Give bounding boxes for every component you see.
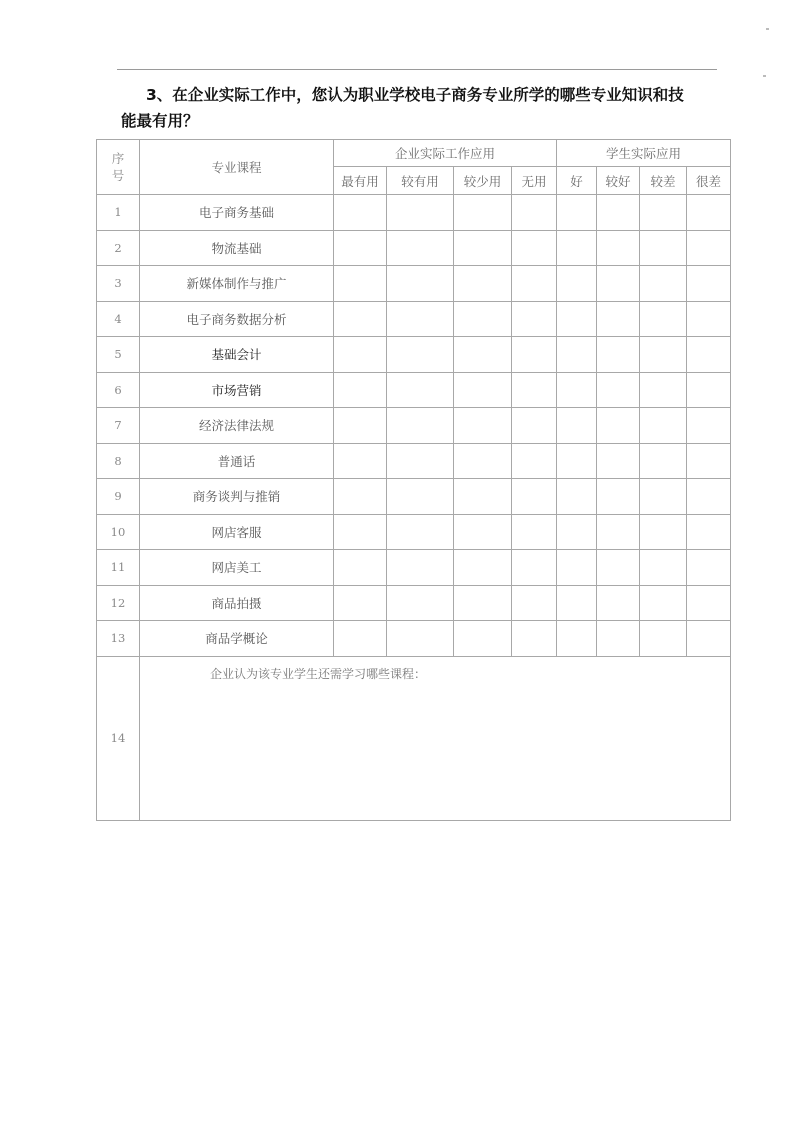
note-prompt: 企业认为该专业学生还需学习哪些课程： (210, 666, 427, 681)
student-rating-cell[interactable] (687, 443, 731, 479)
student-rating-cell[interactable] (687, 337, 731, 373)
student-level-header: 好 (557, 167, 597, 195)
table-row (97, 514, 731, 550)
note-row (97, 656, 731, 820)
enterprise-rating-cell[interactable] (454, 514, 512, 550)
course-name: 商品学概论 (140, 621, 334, 657)
table-row (97, 266, 731, 302)
row-number: 10 (97, 514, 140, 550)
student-rating-cell[interactable] (597, 514, 640, 550)
table-row (97, 585, 731, 621)
top-rule (117, 69, 717, 70)
enterprise-rating-cell[interactable] (512, 301, 557, 337)
course-header: 专业课程 (140, 140, 334, 195)
enterprise-rating-cell[interactable] (454, 550, 512, 586)
student-rating-cell[interactable] (687, 479, 731, 515)
enterprise-rating-cell[interactable] (387, 266, 454, 302)
question-line-2: 能最有用？ (121, 112, 199, 130)
enterprise-rating-cell[interactable] (387, 443, 454, 479)
course-name: 市场营销 (140, 372, 334, 408)
table-row (97, 408, 731, 444)
row-number: 7 (97, 408, 140, 444)
enterprise-rating-cell[interactable] (454, 443, 512, 479)
header-row-1 (97, 140, 731, 167)
student-rating-cell[interactable] (640, 585, 687, 621)
enterprise-rating-cell[interactable] (387, 514, 454, 550)
row-number: 8 (97, 443, 140, 479)
course-name: 网店客服 (140, 514, 334, 550)
enterprise-rating-cell[interactable] (512, 408, 557, 444)
group-enterprise-header: 企业实际工作应用 (334, 140, 557, 167)
enterprise-rating-cell[interactable] (387, 337, 454, 373)
question-line-1: 3、在企业实际工作中，您认为职业学校电子商务专业所学的哪些专业知识和技 (146, 86, 684, 104)
enterprise-rating-cell[interactable] (387, 550, 454, 586)
group-student-header: 学生实际应用 (557, 140, 731, 167)
student-rating-cell[interactable] (557, 337, 597, 373)
course-name: 基础会计 (140, 337, 334, 373)
row-number: 2 (97, 230, 140, 266)
enterprise-rating-cell[interactable] (334, 195, 387, 231)
enterprise-rating-cell[interactable] (454, 230, 512, 266)
student-rating-cell[interactable] (687, 372, 731, 408)
course-name: 电子商务基础 (140, 195, 334, 231)
student-rating-cell[interactable] (687, 550, 731, 586)
table-row (97, 372, 731, 408)
enterprise-rating-cell[interactable] (334, 585, 387, 621)
enterprise-rating-cell[interactable] (512, 266, 557, 302)
student-rating-cell[interactable] (597, 621, 640, 657)
course-name: 普通话 (140, 443, 334, 479)
enterprise-rating-cell[interactable] (334, 443, 387, 479)
row-number: 9 (97, 479, 140, 515)
student-rating-cell[interactable] (557, 195, 597, 231)
enterprise-level-header: 较少用 (454, 167, 512, 195)
table-row (97, 621, 731, 657)
student-rating-cell[interactable] (687, 585, 731, 621)
note-cell[interactable] (140, 656, 731, 820)
enterprise-rating-cell[interactable] (334, 514, 387, 550)
enterprise-rating-cell[interactable] (334, 301, 387, 337)
scan-speck (766, 28, 769, 30)
row-number: 6 (97, 372, 140, 408)
enterprise-rating-cell[interactable] (454, 337, 512, 373)
enterprise-rating-cell[interactable] (387, 372, 454, 408)
student-rating-cell[interactable] (597, 301, 640, 337)
student-rating-cell[interactable] (597, 550, 640, 586)
enterprise-rating-cell[interactable] (454, 585, 512, 621)
table-row (97, 550, 731, 586)
table-row (97, 230, 731, 266)
student-rating-cell[interactable] (640, 301, 687, 337)
enterprise-level-header: 最有用 (334, 167, 387, 195)
student-rating-cell[interactable] (557, 230, 597, 266)
enterprise-rating-cell[interactable] (512, 550, 557, 586)
table-row (97, 195, 731, 231)
student-rating-cell[interactable] (640, 550, 687, 586)
student-rating-cell[interactable] (557, 443, 597, 479)
student-level-header: 较好 (597, 167, 640, 195)
student-rating-cell[interactable] (687, 230, 731, 266)
table-row (97, 443, 731, 479)
student-rating-cell[interactable] (597, 266, 640, 302)
enterprise-rating-cell[interactable] (512, 514, 557, 550)
enterprise-rating-cell[interactable] (387, 195, 454, 231)
student-rating-cell[interactable] (557, 479, 597, 515)
enterprise-rating-cell[interactable] (454, 301, 512, 337)
student-rating-cell[interactable] (557, 301, 597, 337)
course-name: 网店美工 (140, 550, 334, 586)
table-row (97, 301, 731, 337)
survey-table (96, 139, 731, 821)
student-rating-cell[interactable] (597, 230, 640, 266)
enterprise-rating-cell[interactable] (454, 621, 512, 657)
student-rating-cell[interactable] (640, 479, 687, 515)
enterprise-rating-cell[interactable] (512, 585, 557, 621)
student-rating-cell[interactable] (640, 230, 687, 266)
row-number: 3 (97, 266, 140, 302)
student-rating-cell[interactable] (687, 514, 731, 550)
course-name: 商务谈判与推销 (140, 479, 334, 515)
table-row (97, 479, 731, 515)
seq-header (97, 140, 140, 195)
enterprise-level-header: 较有用 (387, 167, 454, 195)
enterprise-rating-cell[interactable] (454, 195, 512, 231)
enterprise-rating-cell[interactable] (334, 550, 387, 586)
row-number: 1 (97, 195, 140, 231)
student-rating-cell[interactable] (557, 408, 597, 444)
course-name: 商品拍摄 (140, 585, 334, 621)
student-rating-cell[interactable] (597, 585, 640, 621)
enterprise-rating-cell[interactable] (512, 479, 557, 515)
student-rating-cell[interactable] (597, 408, 640, 444)
student-rating-cell[interactable] (640, 408, 687, 444)
student-rating-cell[interactable] (597, 443, 640, 479)
student-rating-cell[interactable] (557, 550, 597, 586)
student-rating-cell[interactable] (597, 337, 640, 373)
course-name: 经济法律法规 (140, 408, 334, 444)
course-name: 新媒体制作与推广 (140, 266, 334, 302)
enterprise-rating-cell[interactable] (454, 372, 512, 408)
table-row (97, 337, 731, 373)
scan-speck (763, 75, 766, 77)
enterprise-rating-cell[interactable] (334, 408, 387, 444)
student-rating-cell[interactable] (597, 479, 640, 515)
student-rating-cell[interactable] (640, 337, 687, 373)
enterprise-rating-cell[interactable] (512, 372, 557, 408)
enterprise-rating-cell[interactable] (334, 230, 387, 266)
student-rating-cell[interactable] (557, 585, 597, 621)
enterprise-rating-cell[interactable] (454, 266, 512, 302)
row-number: 12 (97, 585, 140, 621)
rows-body (97, 195, 731, 657)
course-name: 电子商务数据分析 (140, 301, 334, 337)
student-level-header: 较差 (640, 167, 687, 195)
enterprise-rating-cell[interactable] (512, 337, 557, 373)
student-rating-cell[interactable] (640, 372, 687, 408)
enterprise-rating-cell[interactable] (387, 585, 454, 621)
row-number: 11 (97, 550, 140, 586)
student-rating-cell[interactable] (640, 621, 687, 657)
enterprise-rating-cell[interactable] (334, 479, 387, 515)
student-rating-cell[interactable] (557, 372, 597, 408)
note-row-number: 14 (97, 656, 140, 820)
row-number: 4 (97, 301, 140, 337)
student-rating-cell[interactable] (687, 408, 731, 444)
enterprise-rating-cell[interactable] (387, 301, 454, 337)
enterprise-rating-cell[interactable] (512, 230, 557, 266)
enterprise-rating-cell[interactable] (334, 337, 387, 373)
enterprise-rating-cell[interactable] (387, 479, 454, 515)
student-rating-cell[interactable] (597, 372, 640, 408)
row-number: 5 (97, 337, 140, 373)
enterprise-rating-cell[interactable] (454, 408, 512, 444)
row-number: 13 (97, 621, 140, 657)
enterprise-rating-cell[interactable] (387, 408, 454, 444)
enterprise-rating-cell[interactable] (387, 621, 454, 657)
course-name: 物流基础 (140, 230, 334, 266)
student-rating-cell[interactable] (687, 195, 731, 231)
enterprise-rating-cell[interactable] (454, 479, 512, 515)
student-rating-cell[interactable] (687, 266, 731, 302)
student-rating-cell[interactable] (557, 514, 597, 550)
student-rating-cell[interactable] (557, 266, 597, 302)
seq-header-text: 序号 (111, 151, 125, 183)
student-rating-cell[interactable] (557, 621, 597, 657)
student-rating-cell[interactable] (687, 301, 731, 337)
enterprise-rating-cell[interactable] (334, 266, 387, 302)
student-rating-cell[interactable] (640, 195, 687, 231)
enterprise-rating-cell[interactable] (334, 372, 387, 408)
student-level-header: 很差 (687, 167, 731, 195)
enterprise-rating-cell[interactable] (512, 195, 557, 231)
enterprise-rating-cell[interactable] (387, 230, 454, 266)
student-rating-cell[interactable] (640, 266, 687, 302)
enterprise-rating-cell[interactable] (334, 621, 387, 657)
enterprise-rating-cell[interactable] (512, 443, 557, 479)
student-rating-cell[interactable] (640, 514, 687, 550)
student-rating-cell[interactable] (597, 195, 640, 231)
student-rating-cell[interactable] (640, 443, 687, 479)
question (121, 82, 731, 134)
enterprise-rating-cell[interactable] (512, 621, 557, 657)
student-rating-cell[interactable] (687, 621, 731, 657)
enterprise-level-header: 无用 (512, 167, 557, 195)
